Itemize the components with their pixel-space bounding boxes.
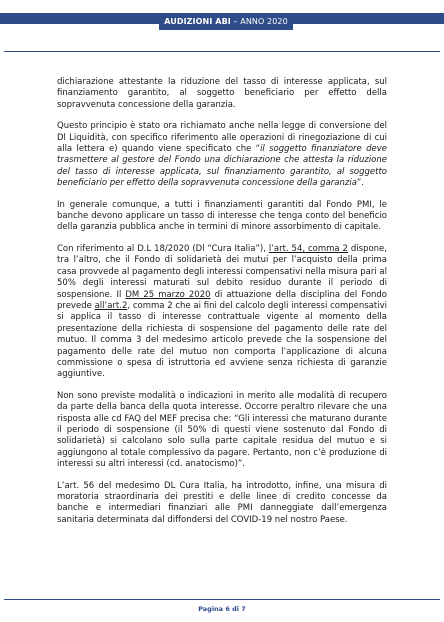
page-number: Pagina 6 di 7: [198, 605, 246, 613]
bottom-divider: [4, 599, 440, 600]
paragraph-4: [57, 244, 387, 381]
header-org: AUDIZIONI ABI: [164, 17, 231, 26]
paragraph-6: L’art. 56 del medesimo DL Cura Italia, ha introdotto, infine, una misura di moratoria straordinaria dei prestiti e delle linee di credito concesse da banche e intermediari finanziari alle PMI danneggiate dall’emergenza sanitaria determinata dal diffondersi del COVID-19 nel nostro Paese.: [57, 480, 387, 525]
art-2-link[interactable]: all’art.2: [94, 300, 128, 311]
top-divider: [4, 51, 440, 52]
paragraph-2-close: ”.: [356, 178, 365, 189]
header-year: ANNO 2020: [240, 17, 288, 26]
paragraph-2-quote: il soggetto finanziatore deve trasmettere al gestore del Fondo una dichiarazione che attesta la riduzione del tasso di interesse applicata, sul finanziamento garantito, al soggetto beneficiario per effetto della sopravvenuta concessione della garanzia: [57, 144, 387, 189]
paragraph-4-c: di attuazione della disciplina del Fondo prevede: [57, 289, 388, 311]
paragraph-3: In generale comunque, a tutti i finanziamenti garantiti dal Fondo PMI, le banche devono applicare un tasso di interesse che tenga conto del beneficio della garanzia pubblica anche in termini di minore assorbimento di capitale.: [57, 199, 387, 233]
paragraph-2-intro: Questo principio è stato ora richiamato anche nella legge di conversione del Dl Liquidità, con specifico riferimento alle operazioni di rinegoziazione di cui alla lettera e) quando viene specificato che “: [57, 121, 387, 155]
art-54-link[interactable]: l’art. 54, comma 2: [268, 243, 348, 254]
page-body: [57, 77, 387, 536]
paragraph-1: dichiarazione attestante la riduzione del tasso di interesse applicata, sul finanziamento garantito, al soggetto beneficiario per effetto della sopravvenuta concessione della garanzia.: [57, 77, 387, 110]
paragraph-2: [57, 121, 387, 189]
paragraph-4-d: , comma 2 che ai fini del calcolo degli interessi compensativi si applica il tasso di interesse contrattuale vigente al momento della presentazione della richiesta di sospensione del pagamento delle rate del mutuo. Il comma 3 del medesimo articolo prevede che la sospensione del pagamento delle rate del mutuo non comporta l’applicazione di alcuna commissione o spesa di istruttoria ed avviene senza richiesta di garanzie aggiuntive.: [57, 300, 387, 380]
paragraph-4-a: Con riferimento al D.L 18/2020 (Dl “Cura Italia”),: [57, 243, 269, 254]
paragraph-4-b: dispone, tra l’altro, che il Fondo di solidarietà dei mutui per l’acquisto della prima casa provvede al pagamento degli interessi compensativi nella misura pari al 50% degli interessi maturati sul debito residuo durante il periodo di sospensione. Il: [57, 243, 388, 300]
paragraph-5: Non sono previste modalità o indicazioni in merito alle modalità di recupero da parte della banca della quota interesse. Occorre peraltro rilevare che una risposta alle cd FAQ del MEF precisa che: “Gli interessi che maturano durante il periodo di sospensione (il 50% di questi viene sostenuto dal Fondo di solidarietà) si calcolano solo sulla parte capitale residua del mutuo e si aggiungono al totale complessivo da pagare. Pertanto, non c’è produzione di interessi su altri interessi (cd. anatocismo)”.: [57, 390, 387, 470]
header-title: [159, 15, 293, 30]
dm-25-marzo-link[interactable]: DM 25 marzo 2020: [125, 289, 211, 300]
header-separator: –: [230, 17, 241, 26]
